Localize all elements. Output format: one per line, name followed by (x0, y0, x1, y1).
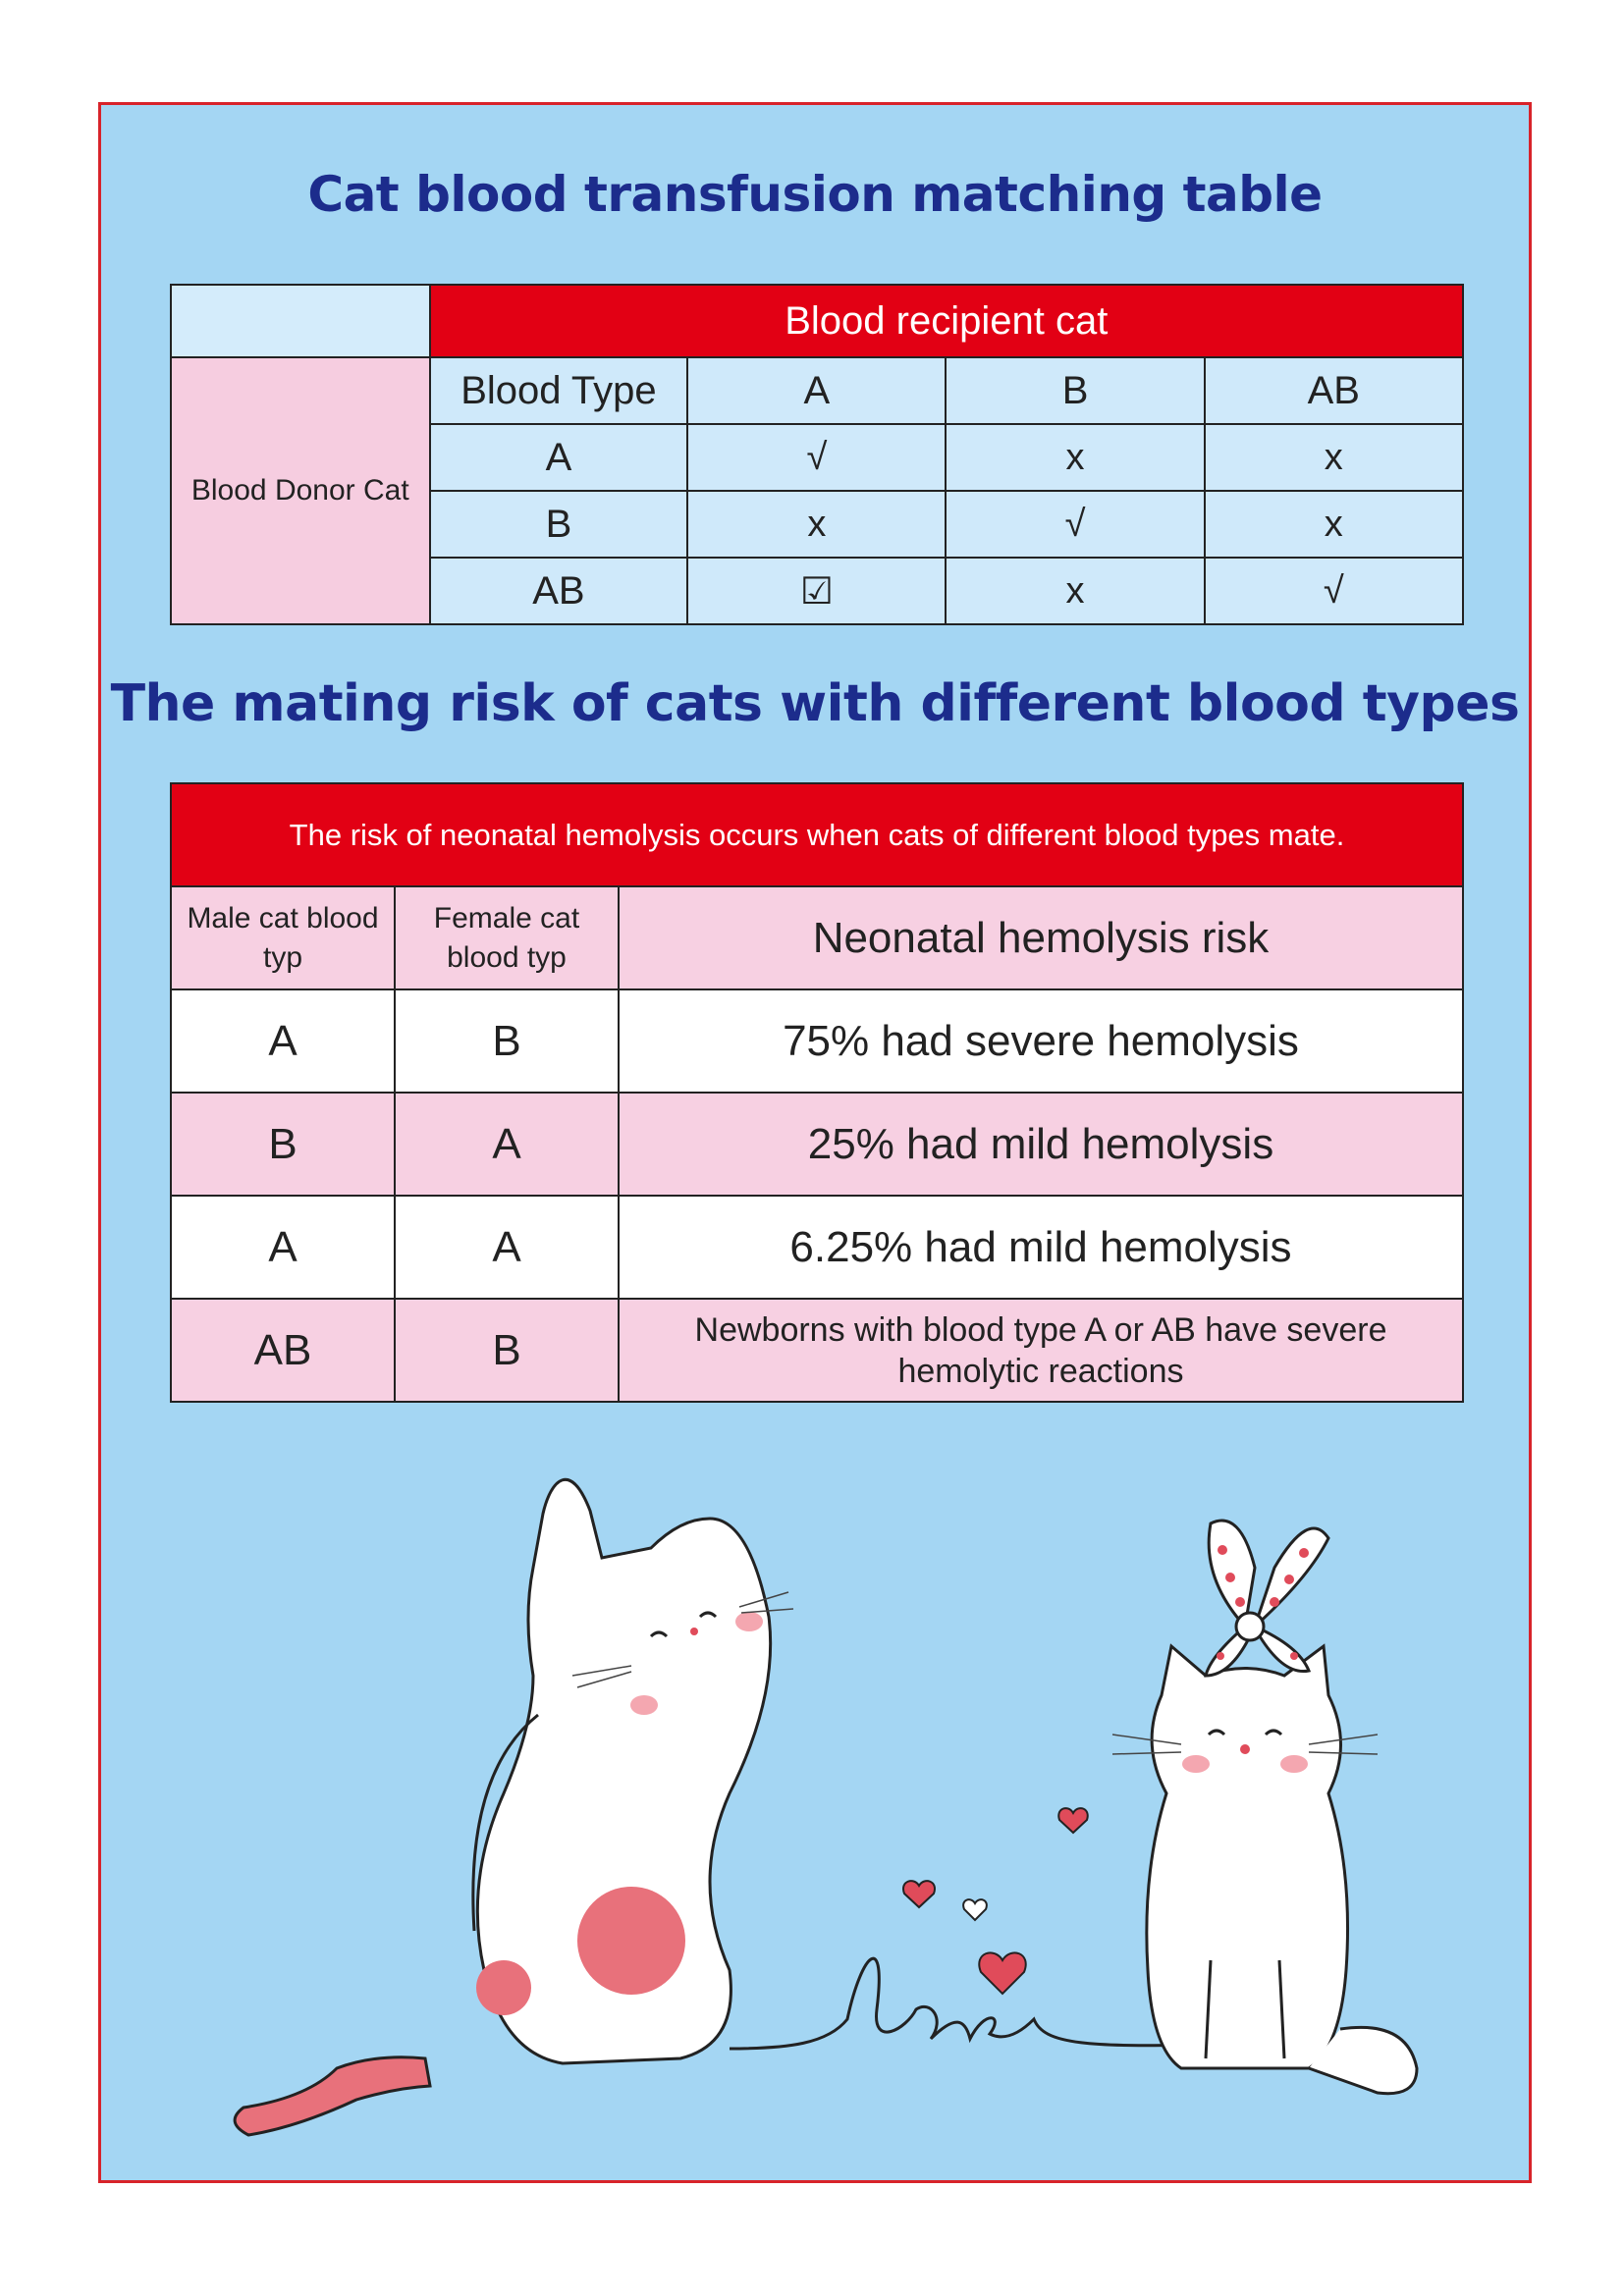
risk-value: Newborns with blood type A or AB have severe hemolytic reactions (619, 1299, 1463, 1402)
right-cat-blush-2 (1280, 1755, 1308, 1773)
risk-value: 75% had severe hemolysis (619, 989, 1463, 1093)
right-cat-illustration (1147, 1646, 1417, 2094)
donor-type: AB (430, 558, 688, 624)
donor-type: A (430, 424, 688, 491)
compat-cell: √ (946, 491, 1204, 558)
compat-cell: ☑ (687, 558, 946, 624)
recipient-col-b: B (946, 357, 1204, 424)
right-cat-nose (1240, 1744, 1250, 1754)
compat-cell: x (946, 424, 1204, 491)
left-cat-blush (630, 1695, 658, 1715)
risk-value: 6.25% had mild hemolysis (619, 1196, 1463, 1299)
left-cat-tail (235, 2057, 430, 2135)
blood-type-label: Blood Type (430, 357, 688, 424)
compat-cell: x (1205, 424, 1463, 491)
donor-type: B (430, 491, 688, 558)
love-text: love (901, 1989, 956, 2021)
female-type: B (395, 1299, 619, 1402)
bow-icon (1206, 1521, 1328, 1676)
left-cat-spot (577, 1887, 685, 1995)
transfusion-title: Cat blood transfusion matching table (307, 166, 1323, 223)
risk-value: 25% had mild hemolysis (619, 1093, 1463, 1196)
left-cat-blush-2 (735, 1612, 763, 1631)
female-type: A (395, 1196, 619, 1299)
compat-cell: x (1205, 491, 1463, 558)
white-heart-icon (963, 1899, 987, 1920)
cats-illustration (101, 105, 1529, 2180)
male-header: Male cat blood typ (171, 886, 395, 989)
mating-title: The mating risk of cats with different blood types (110, 674, 1520, 733)
compat-cell: x (687, 491, 946, 558)
left-cat-nose (690, 1628, 698, 1635)
compat-cell: √ (1205, 558, 1463, 624)
recipient-header: Blood recipient cat (430, 285, 1463, 357)
male-type: A (171, 1196, 395, 1299)
female-type: B (395, 989, 619, 1093)
recipient-col-a: A (687, 357, 946, 424)
compat-cell: x (946, 558, 1204, 624)
female-type: A (395, 1093, 619, 1196)
right-cat-blush (1182, 1755, 1210, 1773)
male-type: AB (171, 1299, 395, 1402)
male-type: A (171, 989, 395, 1093)
risk-header: Neonatal hemolysis risk (619, 886, 1463, 989)
compat-cell: √ (687, 424, 946, 491)
poster (98, 102, 1532, 2183)
female-header: Female cat blood typ (395, 886, 619, 989)
male-type: B (171, 1093, 395, 1196)
donor-label: Blood Donor Cat (171, 357, 430, 624)
mating-banner: The risk of neonatal hemolysis occurs when cats of different blood types mate. (171, 783, 1463, 886)
heart-icon (903, 1808, 1088, 1994)
left-cat-spot-small (476, 1960, 531, 2015)
recipient-col-ab: AB (1205, 357, 1463, 424)
